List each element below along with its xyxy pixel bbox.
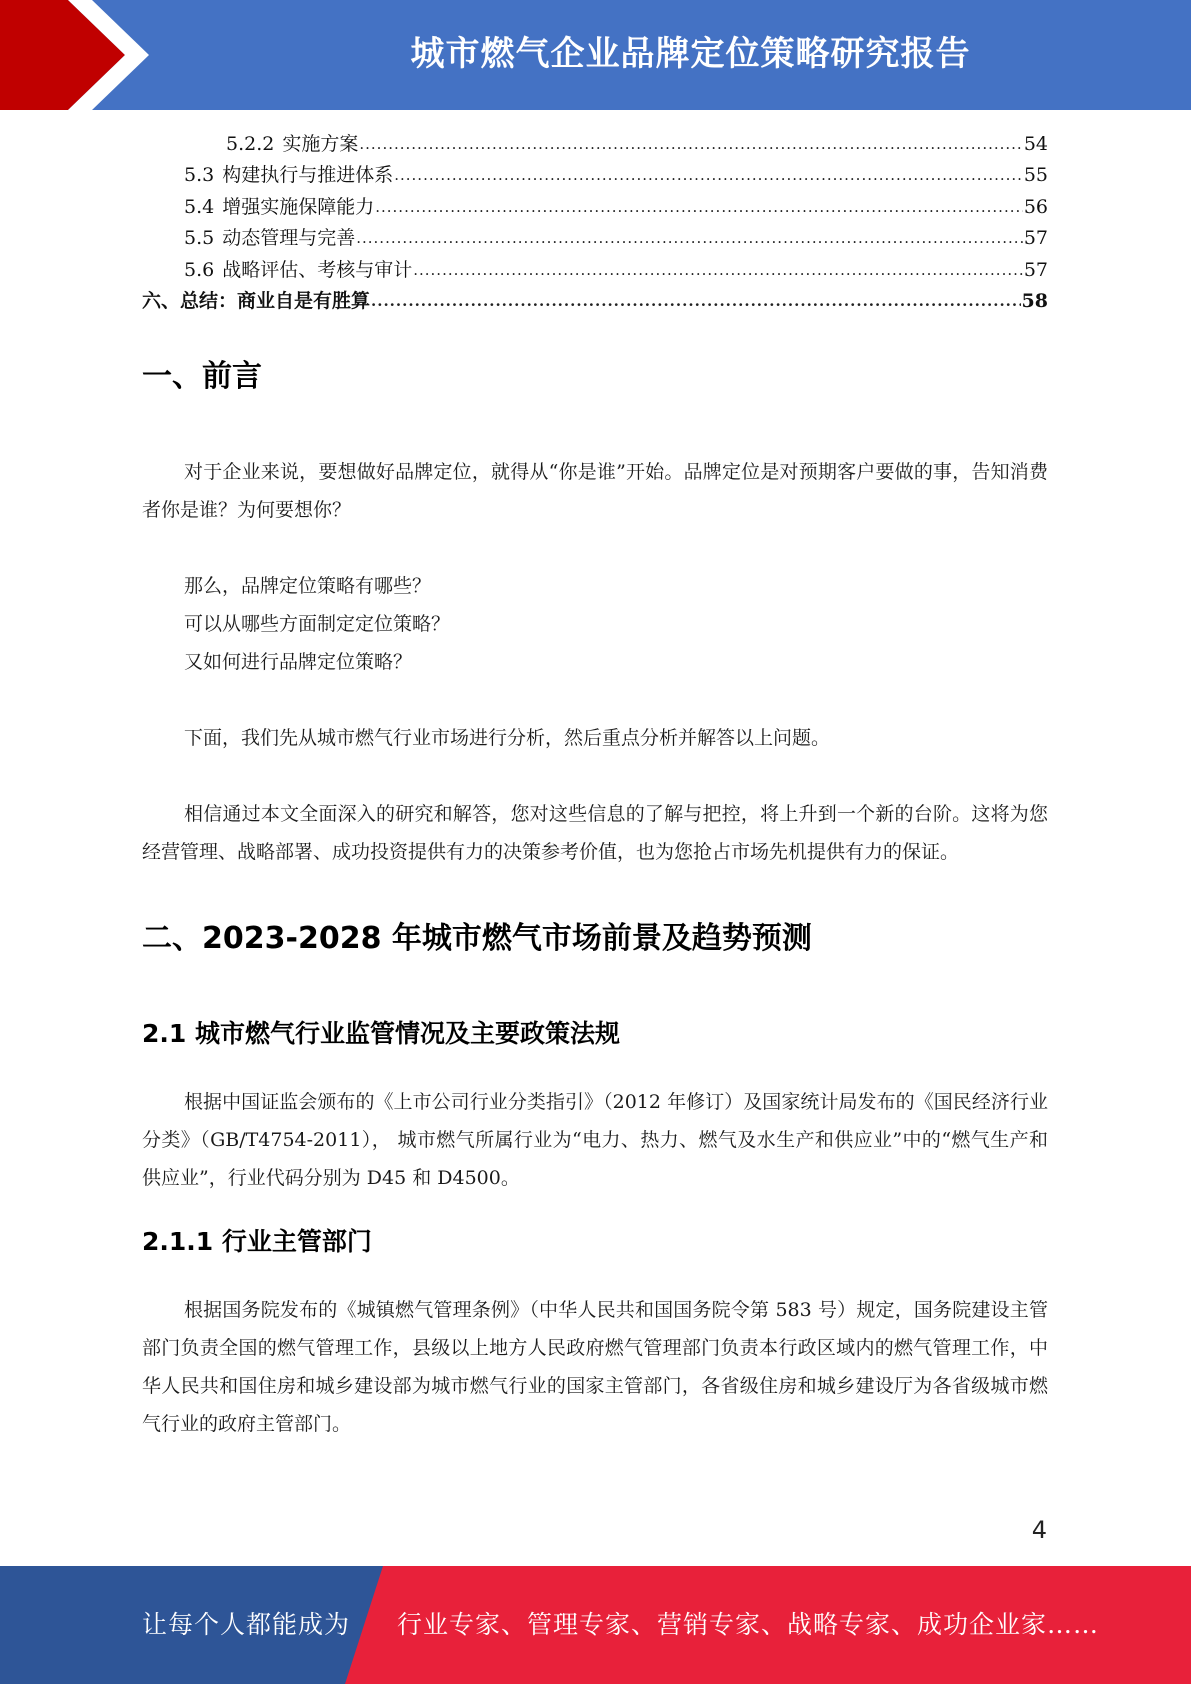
toc-leader-dots xyxy=(359,129,1022,160)
toc-entry-text: 增强实施保障能力 xyxy=(222,195,375,218)
toc-entry-page: 54 xyxy=(1023,132,1048,155)
toc-entry-number: 5.5 xyxy=(184,227,215,249)
paragraph: 下面，我们先从城市燃气行业市场进行分析，然后重点分析并解答以上问题。 xyxy=(184,727,831,749)
toc-leader-dots xyxy=(394,160,1023,191)
toc-entry-number: 5.2.2 xyxy=(226,132,275,155)
toc-entry-page: 56 xyxy=(1023,195,1048,218)
question-item: 那么，品牌定位策略有哪些？ xyxy=(184,575,432,597)
toc-entry-text: 六、总结：商业自是有胜算 xyxy=(142,290,371,312)
toc-entry[interactable] xyxy=(142,223,1048,255)
paragraph: 相信通过本文全面深入的研究和解答，您对这些信息的了解与把控，将上升到一个新的台阶。这将为您经营管理、战略部署、成功投资提供有力的决策参考价值，也为您抢占市场先机提供有力的保证。 xyxy=(142,803,1048,863)
toc-entry-page: 55 xyxy=(1023,164,1048,186)
toc-entry-text: 战略评估、考核与审计 xyxy=(222,258,413,281)
footer-slogan-right: 行业专家、管理专家、营销专家、战略专家、成功企业家…… xyxy=(397,1610,1100,1639)
document-body xyxy=(142,355,1048,1443)
question-item: 可以从哪些方面制定定位策略？ xyxy=(184,613,451,635)
toc-entry-page: 57 xyxy=(1023,227,1048,249)
footer-slogan-left: 让每个人都能成为 xyxy=(142,1610,351,1639)
toc-entry-number: 5.4 xyxy=(184,195,215,218)
toc-entry-page: 57 xyxy=(1023,258,1048,281)
toc-leader-dots xyxy=(371,286,1021,317)
subsection-heading-authority: 2.1.1 行业主管部门 xyxy=(142,1227,372,1256)
toc-leader-dots xyxy=(413,255,1023,286)
subsection-heading-regulation: 2.1 城市燃气行业监管情况及主要政策法规 xyxy=(142,1019,620,1048)
toc-entry[interactable] xyxy=(142,286,1048,318)
page-footer xyxy=(0,1566,1191,1684)
toc-entry[interactable] xyxy=(142,254,1048,286)
paragraph: 对于企业来说，要想做好品牌定位，就得从“你是谁”开始。品牌定位是对预期客户要做的事，告知消费者你是谁？为何要想你？ xyxy=(142,461,1048,521)
paragraph: 根据中国证监会颁布的《上市公司行业分类指引》（2012 年修订）及国家统计局发布的《国民经济行业分类》（GB/T4754-2011）， 城市燃气所属行业为“电力、热力、燃气及水生产和供应业”中的“燃气生产和供应业”，行业代码分别为 D45 和 D4500。 xyxy=(142,1091,1048,1189)
table-of-contents xyxy=(142,128,1048,317)
toc-entry-number: 5.6 xyxy=(184,258,215,281)
toc-leader-dots xyxy=(356,223,1023,254)
toc-entry[interactable] xyxy=(142,191,1048,223)
question-list xyxy=(142,567,1048,681)
page-number: 4 xyxy=(1031,1516,1047,1544)
toc-entry-page: 58 xyxy=(1021,290,1048,312)
toc-entry-number: 5.3 xyxy=(184,164,215,186)
toc-entry[interactable] xyxy=(142,128,1048,160)
toc-entry-text: 构建执行与推进体系 xyxy=(222,164,394,186)
red-chevron-decoration xyxy=(0,0,160,110)
toc-entry-text: 实施方案 xyxy=(282,132,359,155)
page-header xyxy=(0,0,1191,110)
toc-entry[interactable] xyxy=(142,160,1048,192)
report-title: 城市燃气企业品牌定位策略研究报告 xyxy=(410,34,971,74)
toc-entry-text: 动态管理与完善 xyxy=(222,227,356,249)
question-item: 又如何进行品牌定位策略？ xyxy=(184,651,413,673)
section-heading-market-forecast: 二、2023-2028 年城市燃气市场前景及趋势预测 xyxy=(142,921,812,956)
section-heading-preface: 一、前言 xyxy=(142,359,262,394)
paragraph: 根据国务院发布的《城镇燃气管理条例》（中华人民共和国国务院令第 583 号）规定，国务院建设主管部门负责全国的燃气管理工作，县级以上地方人民政府燃气管理部门负责本行政区域内的燃气管理工作，中华人民共和国住房和城乡建设部为城市燃气行业的国家主管部门，各省级住房和城乡建设厅为各省级城市燃气行业的政府主管部门。 xyxy=(142,1299,1048,1435)
toc-leader-dots xyxy=(375,192,1023,223)
